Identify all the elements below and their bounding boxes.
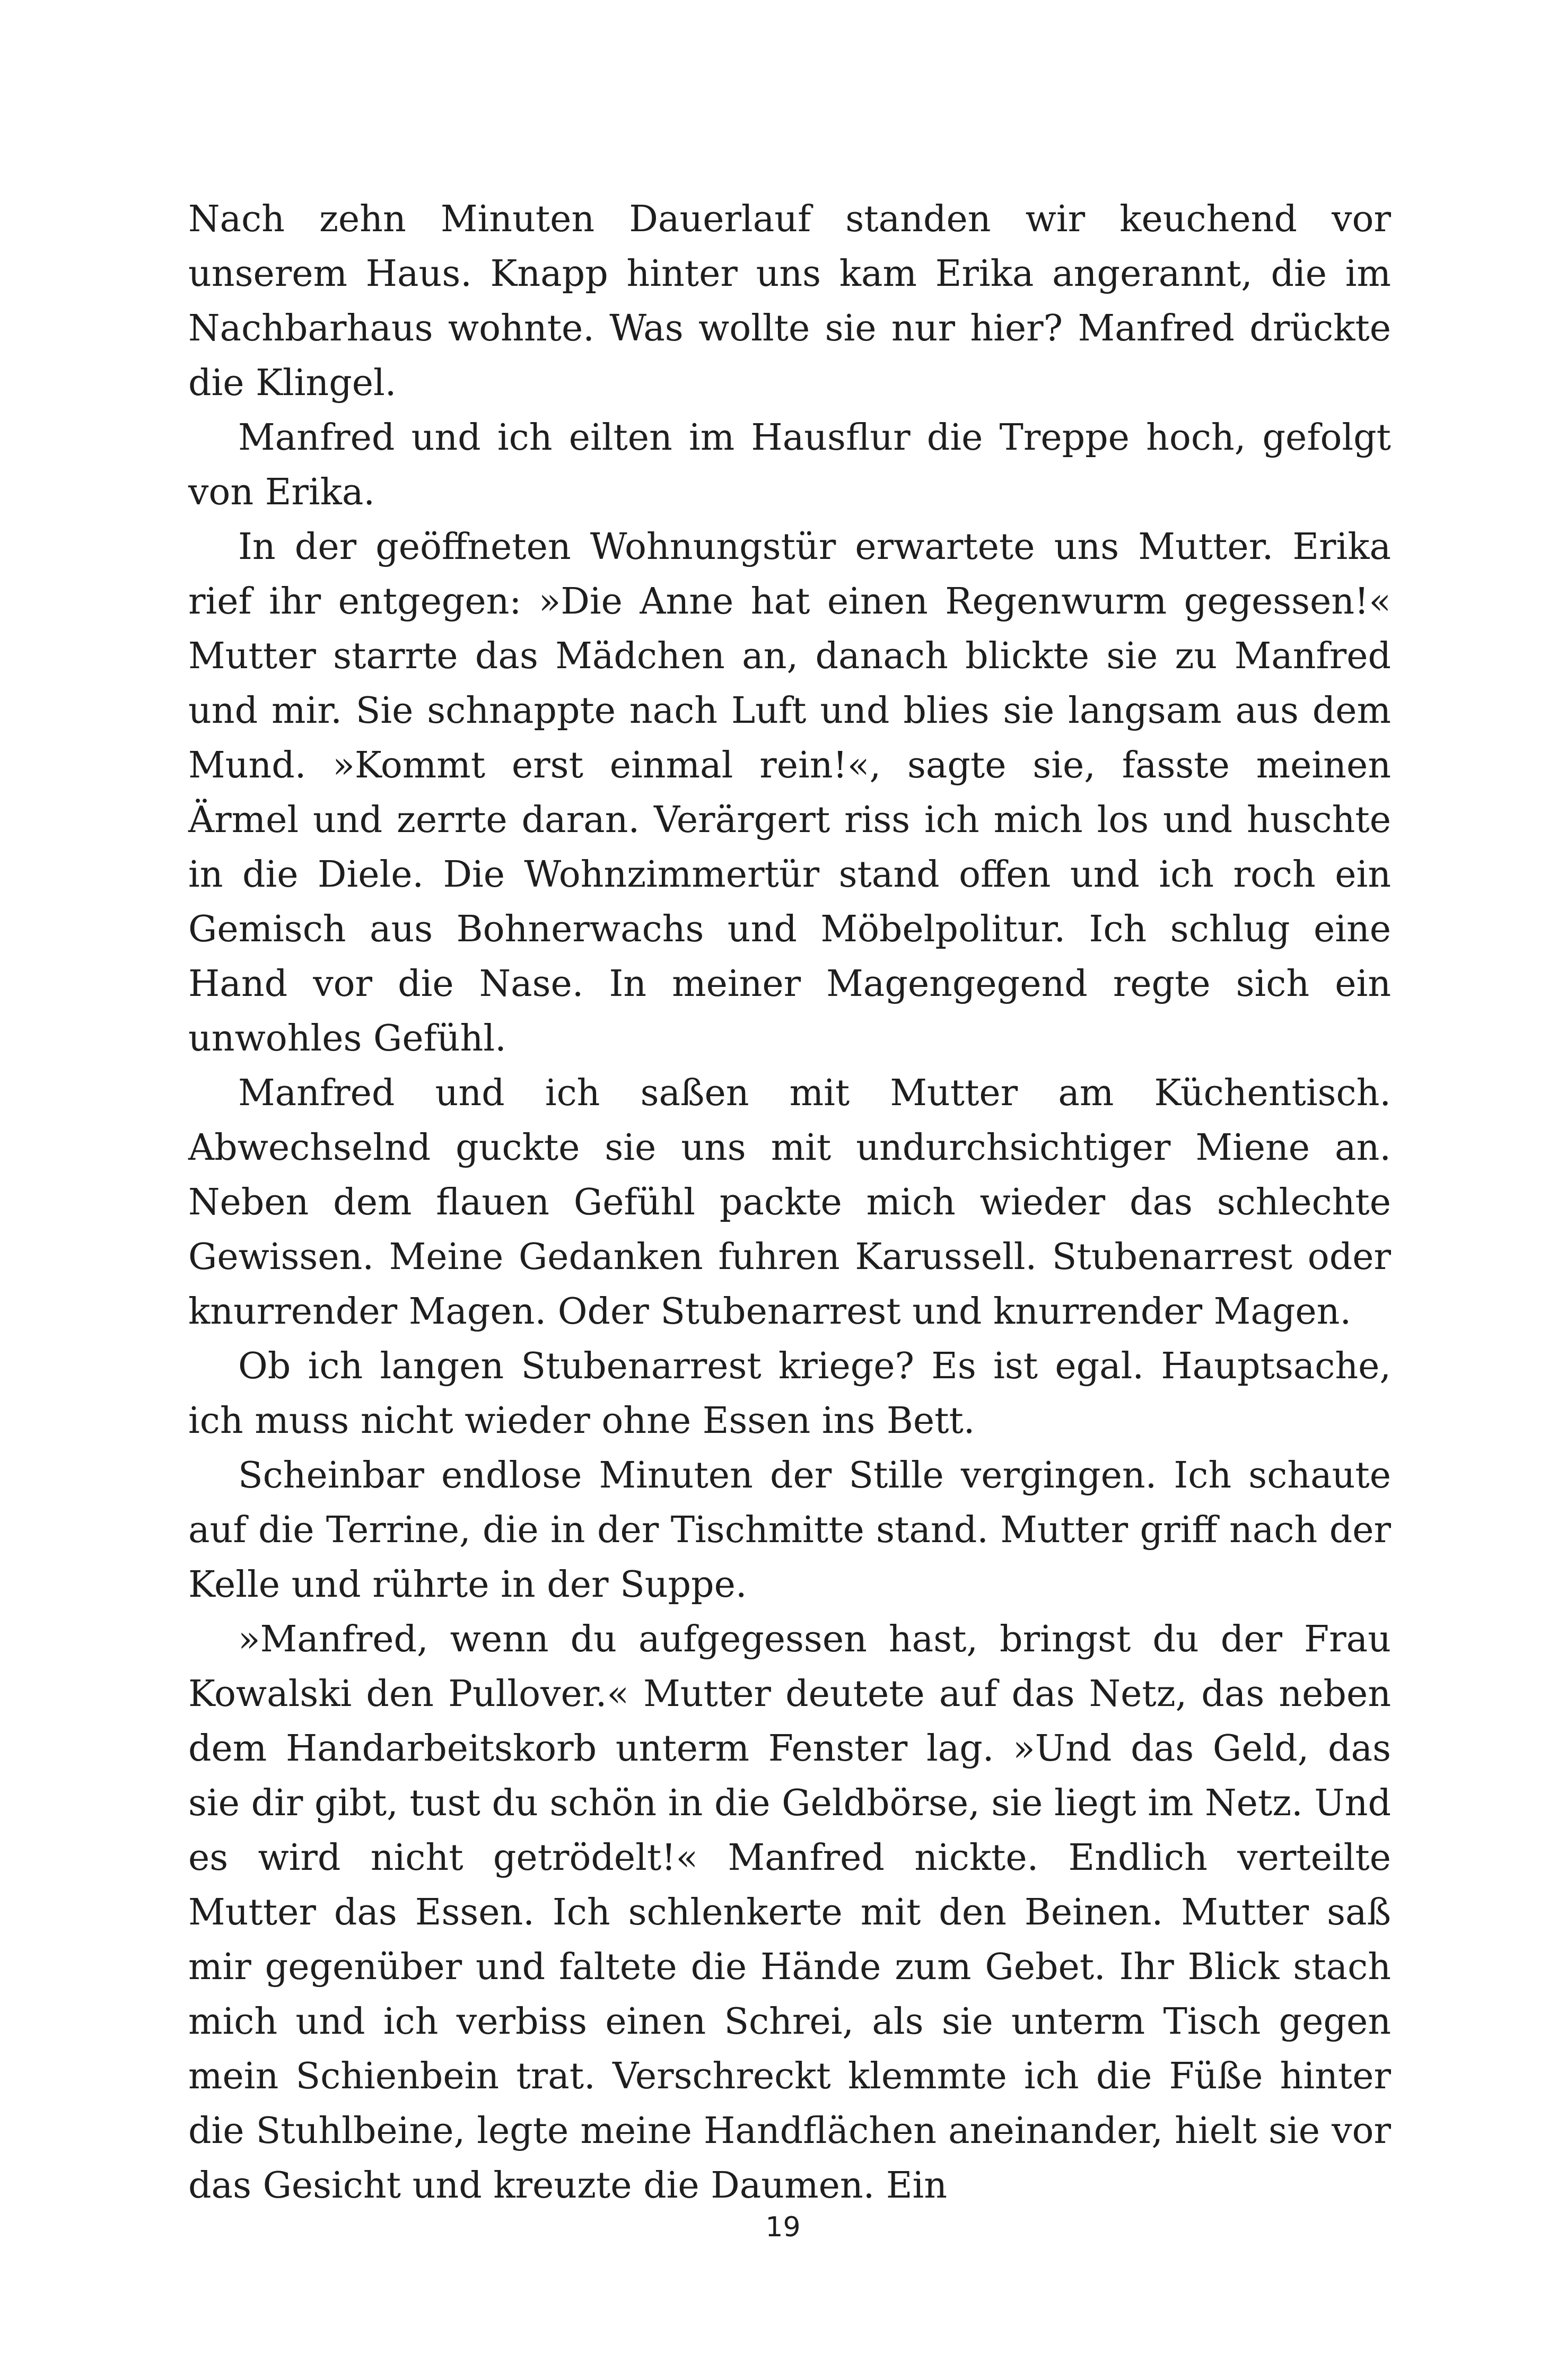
body-text bbox=[188, 192, 1391, 2213]
paragraph: Manfred und ich eilten im Hausflur die Treppe hoch, gefolgt von Erika. bbox=[188, 417, 1391, 513]
paragraph: In der geöffneten Wohnungstür erwartete uns Mutter. Erika rief ihr entgegen: »Die Anne hat einen Regenwurm gegessen!« Mutter starrte das Mädchen an, danach blickte sie zu Manfred und mir. Sie schnappte nach Luft und blies sie langsam aus dem Mund. »Kommt erst einmal rein!«, sagte sie, fasste meinen Ärmel und zerrte daran. Verärgert riss ich mich los und huschte in die Diele. Die Wohnzimmertür stand offen und ich roch ein Gemisch aus Bohnerwachs und Möbelpolitur. Ich schlug eine Hand vor die Nase. In meiner Magengegend regte sich ein unwohles Gefühl. bbox=[188, 526, 1391, 1060]
paragraph: Scheinbar endlose Minuten der Stille vergingen. Ich schaute auf die Terrine, die in der Tischmitte stand. Mutter griff nach der Kelle und rührte in der Suppe. bbox=[188, 1455, 1391, 1606]
page-number: 19 bbox=[765, 2211, 801, 2243]
paragraph: Manfred und ich saßen mit Mutter am Küchentisch. Abwechselnd guckte sie uns mit undurchsichtiger Miene an. Neben dem flauen Gefühl packte mich wieder das schlechte Gewissen. Meine Gedanken fuhren Karussell. Stubenarrest oder knurrender Magen. Oder Stubenarrest und knurrender Magen. bbox=[188, 1072, 1391, 1333]
paragraph: Nach zehn Minuten Dauerlauf standen wir keuchend vor unserem Haus. Knapp hinter uns kam Erika angerannt, die im Nachbarhaus wohnte. Was wollte sie nur hier? Manfred drückte die Klingel. bbox=[188, 198, 1391, 404]
paragraph: Ob ich langen Stubenarrest kriege? Es ist egal. Hauptsache, ich muss nicht wieder ohne Essen ins Bett. bbox=[188, 1345, 1391, 1442]
paragraph: »Manfred, wenn du aufgegessen hast, bringst du der Frau Kowalski den Pullover.« Mutter deutete auf das Netz, das neben dem Handarbeitskorb unterm Fenster lag. »Und das Geld, das sie dir gibt, tust du schön in die Geldbörse, sie liegt im Netz. Und es wird nicht getrödelt!« Manfred nickte. Endlich verteilte Mutter das Essen. Ich schlenkerte mit den Beinen. Mutter saß mir gegenüber und faltete die Hände zum Gebet. Ihr Blick stach mich und ich verbiss einen Schrei, als sie unterm Tisch gegen mein Schienbein trat. Verschreckt klemmte ich die Füße hinter die Stuhlbeine, legte meine Handflächen aneinander, hielt sie vor das Gesicht und kreuzte die Daumen. Ein bbox=[188, 1618, 1391, 2207]
